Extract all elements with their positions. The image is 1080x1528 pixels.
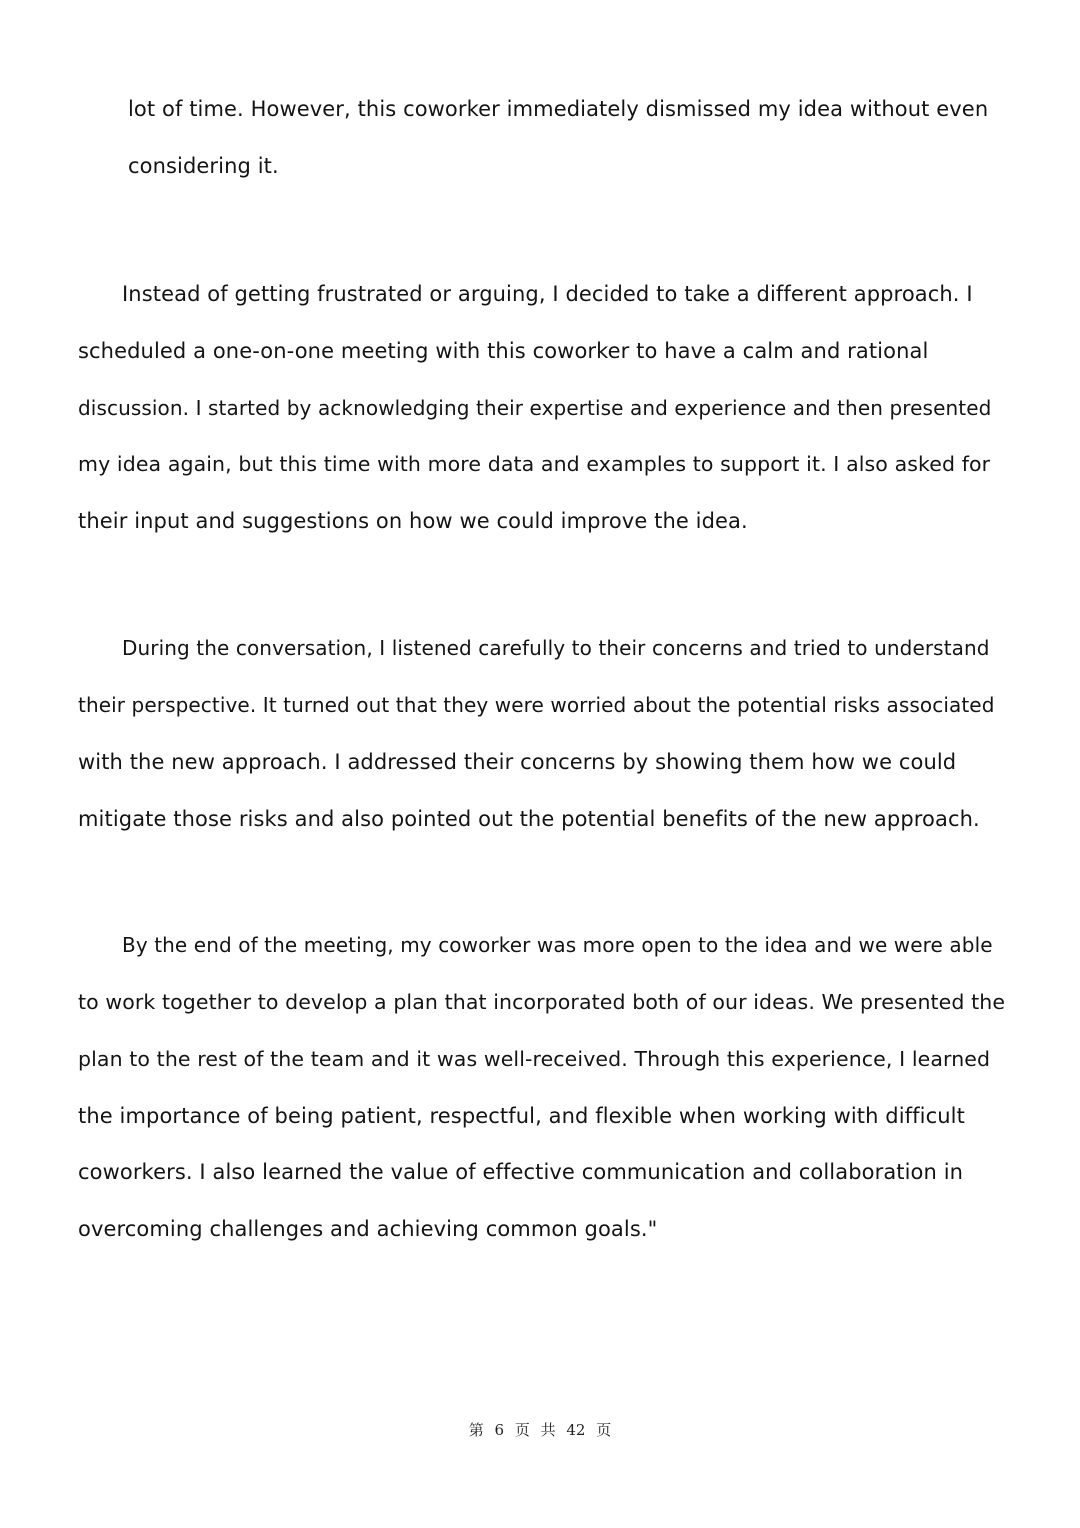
paragraph-4-line-5: coworkers. I also learned the value of effective communication and collaboration in: [78, 1160, 964, 1184]
paragraph-4-line-2: to work together to develop a plan that incorporated both of our ideas. We presented the: [78, 990, 1006, 1014]
paragraph-3-line-2: their perspective. It turned out that they were worried about the potential risks associated: [78, 693, 995, 717]
paragraph-2-line-1: Instead of getting frustrated or arguing, I decided to take a different approach. I: [122, 282, 973, 306]
paragraph-4-line-1: By the end of the meeting, my coworker was more open to the idea and we were able: [122, 933, 993, 957]
paragraph-2-line-4: my idea again, but this time with more data and examples to support it. I also asked for: [78, 452, 991, 476]
paragraph-1-line-1: lot of time. However, this coworker immediately dismissed my idea without even: [128, 97, 989, 121]
paragraph-2-line-3: discussion. I started by acknowledging their expertise and experience and then presented: [78, 396, 992, 420]
paragraph-4-line-3: plan to the rest of the team and it was well-received. Through this experience, I learned: [78, 1047, 991, 1071]
paragraph-3-line-3: with the new approach. I addressed their concerns by showing them how we could: [78, 750, 957, 774]
paragraph-4-line-6: overcoming challenges and achieving common goals.": [78, 1217, 658, 1241]
page-number-footer: 第 6 页 共 42 页: [468, 1421, 612, 1439]
paragraph-3-line-4: mitigate those risks and also pointed out the potential benefits of the new approach.: [78, 807, 980, 831]
paragraph-3-line-1: During the conversation, I listened carefully to their concerns and tried to understand: [122, 636, 990, 660]
paragraph-4-line-4: the importance of being patient, respectful, and flexible when working with difficult: [78, 1104, 965, 1128]
paragraph-2-line-2: scheduled a one-on-one meeting with this coworker to have a calm and rational: [78, 339, 929, 363]
paragraph-1-line-2: considering it.: [128, 154, 279, 178]
paragraph-2-line-5: their input and suggestions on how we could improve the idea.: [78, 509, 748, 533]
